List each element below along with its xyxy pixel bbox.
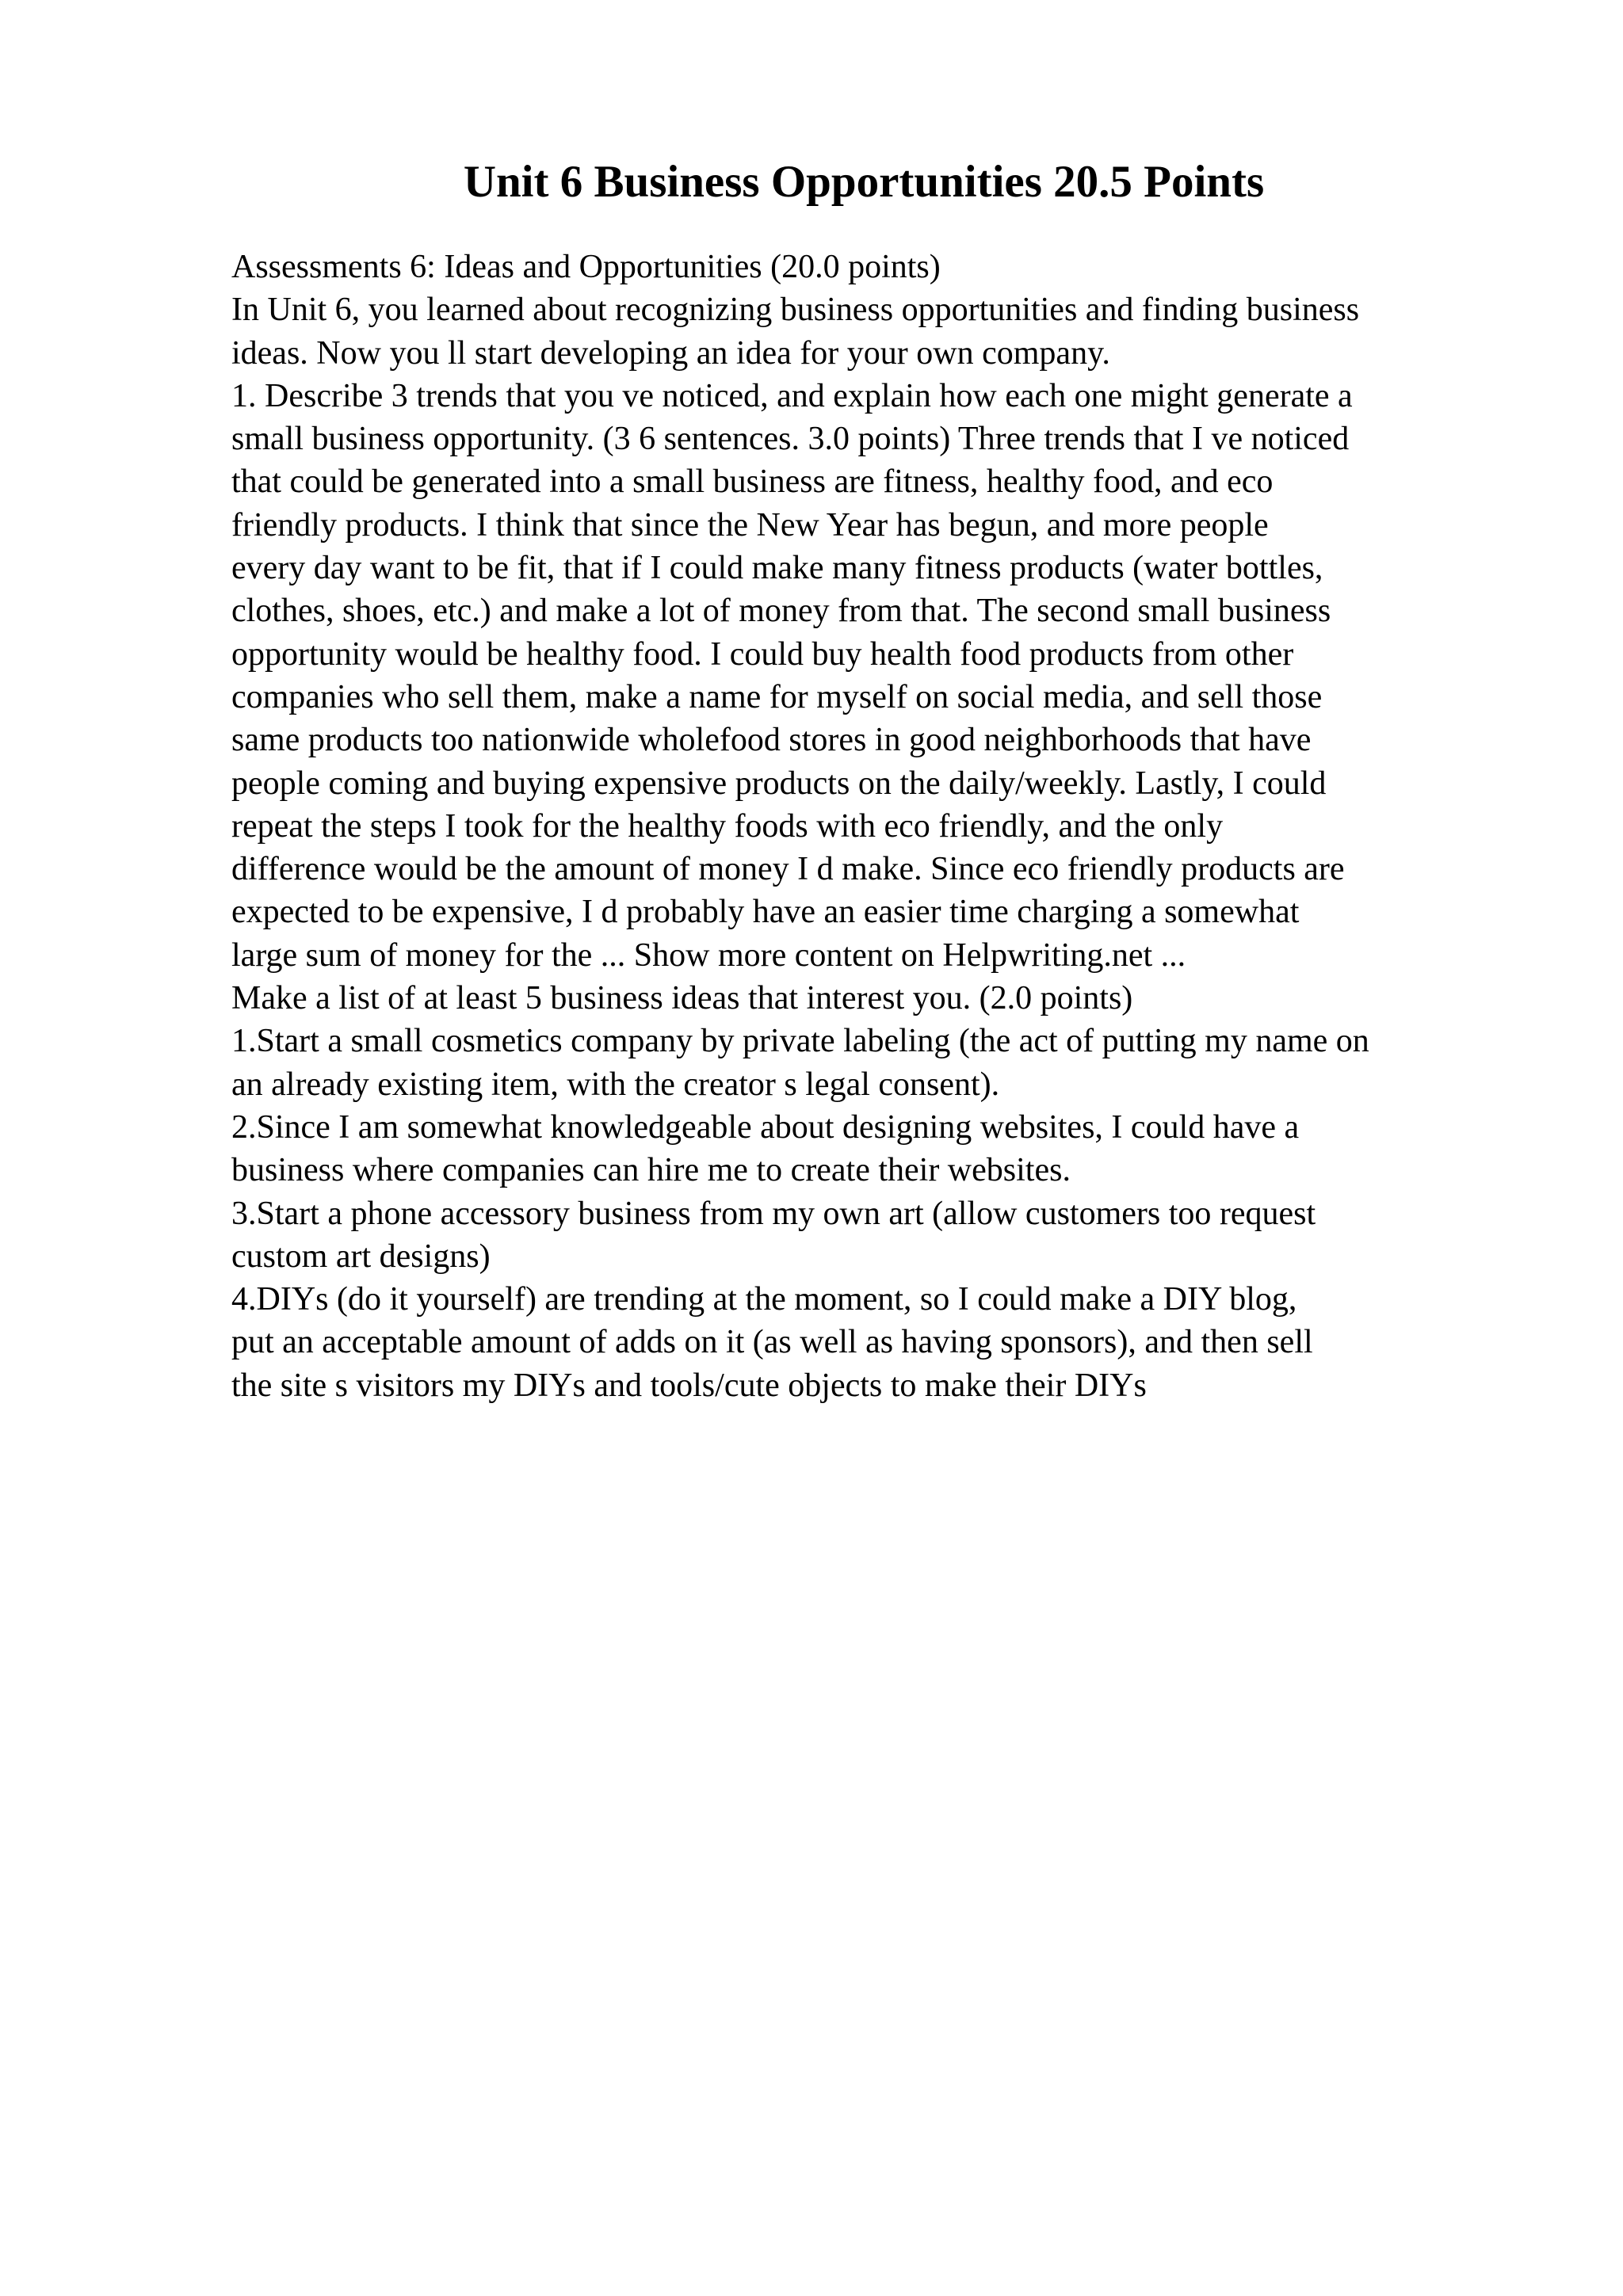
text-line: repeat the steps I took for the healthy foods with eco friendly, and the only: [231, 807, 1224, 845]
text-line: companies who sell them, make a name for myself on social media, and sell those: [231, 678, 1323, 715]
text-line: In Unit 6, you learned about recognizing business opportunities and finding business: [231, 292, 1360, 329]
text-line: every day want to be fit, that if I could make many fitness products (water bottles,: [231, 550, 1323, 587]
text-line: 1.Start a small cosmetics company by private labeling (the act of putting my name on: [231, 1023, 1369, 1060]
text-line: 4.DIYs (do it yourself) are trending at the moment, so I could make a DIY blog,: [231, 1281, 1297, 1318]
text-line: 2.Since I am somewhat knowledgeable about designing websites, I could have a: [231, 1108, 1300, 1146]
text-line: 1. Describe 3 trends that you ve noticed, and explain how each one might generate a: [231, 377, 1353, 414]
text-line: 3.Start a phone accessory business from my own art (allow customers too request: [231, 1195, 1316, 1232]
text-line: Assessments 6: Ideas and Opportunities (20.0 points): [231, 249, 941, 285]
document-title: Unit 6 Business Opportunities 20.5 Points: [463, 157, 1265, 207]
text-line: same products too nationwide wholefood stores in good neighborhoods that have: [231, 722, 1312, 759]
text-line: Make a list of at least 5 business ideas that interest you. (2.0 points): [231, 980, 1133, 1017]
text-line: people coming and buying expensive products on the daily/weekly. Lastly, I could: [231, 765, 1327, 802]
text-line: custom art designs): [231, 1238, 491, 1275]
text-line: ideas. Now you ll start developing an idea for your own company.: [231, 334, 1110, 372]
text-line: friendly products. I think that since the New Year has begun, and more people: [231, 506, 1269, 543]
document-body: [231, 246, 1594, 1407]
text-line: an already existing item, with the creator s legal consent).: [231, 1066, 1000, 1103]
text-line: put an acceptable amount of adds on it (as well as having sponsors), and then sell: [231, 1324, 1313, 1361]
text-line: that could be generated into a small business are fitness, healthy food, and eco: [231, 463, 1274, 501]
text-line: large sum of money for the ... Show more content on Helpwriting.net ...: [231, 936, 1186, 974]
text-line: expected to be expensive, I d probably have an easier time charging a somewhat: [231, 894, 1300, 931]
text-line: difference would be the amount of money I d make. Since eco friendly products are: [231, 851, 1345, 888]
text-line: opportunity would be healthy food. I could buy health food products from other: [231, 635, 1294, 673]
text-line: small business opportunity. (3 6 sentences. 3.0 points) Three trends that I ve noticed: [231, 421, 1350, 458]
text-line: business where companies can hire me to create their websites.: [231, 1152, 1071, 1189]
text-line: the site s visitors my DIYs and tools/cute objects to make their DIYs: [231, 1367, 1147, 1404]
text-line: clothes, shoes, etc.) and make a lot of money from that. The second small business: [231, 593, 1331, 630]
